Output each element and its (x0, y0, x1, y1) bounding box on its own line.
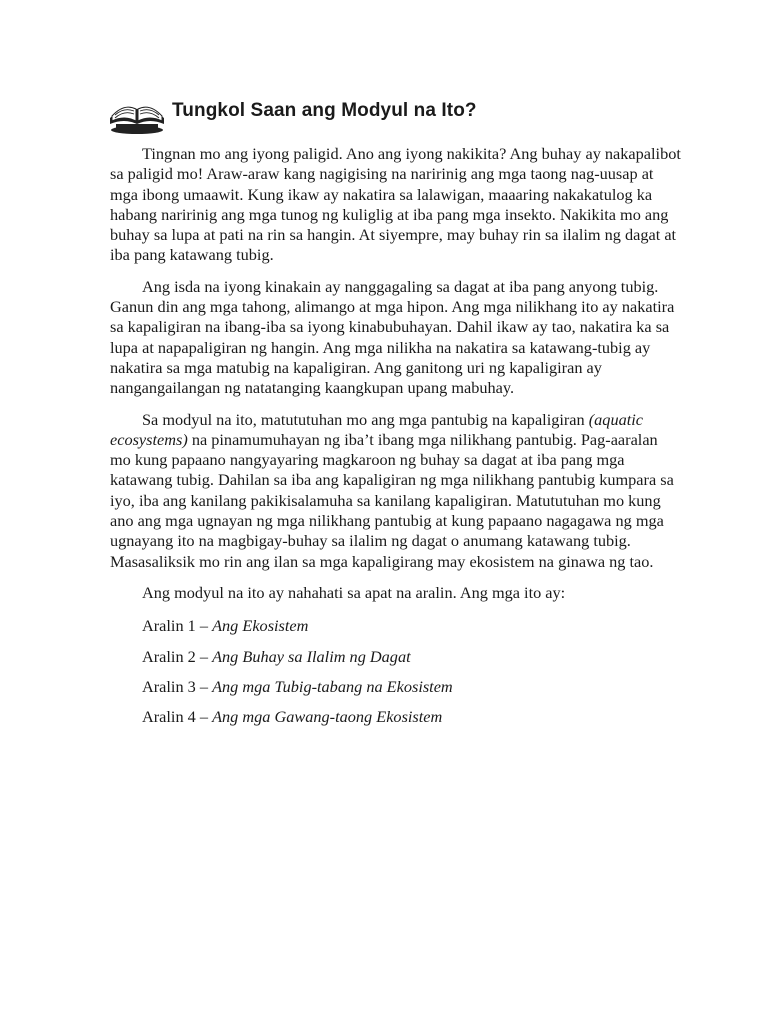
lesson-label: Aralin 4 – (142, 707, 209, 727)
lesson-item (142, 647, 682, 667)
section-heading (106, 94, 477, 136)
paragraph-3-end: na pinamumuhayan ng iba’t ibang mga nilikhang pantubig. Pag-aaralan mo kung papaano nangyayaring magkaroon ng buhay sa dagat at iba pang mga katawang tubig. Dahilan sa iba ang kapaligiran ng mga nilikhang pantubig kumpara sa iyo, iba ang kanilang pakikisalamuha sa kanilang kapaligiran. Matututuhan mo kung ano ang mga ugnayan ng mga nilikhang pantubig at kung papaano nagagawa ng mga ugnayang ito na magbigay-buhay sa ilalim ng dagat o anumang katawang tubig. Masasaliksik mo rin ang ilan sa mga kapaligirang may ekosistem na ginawa ng tao. (110, 429, 674, 571)
lesson-item (142, 707, 682, 727)
lesson-title: Ang Buhay sa Ilalim ng Dagat (212, 646, 411, 666)
lessons-intro: Ang modyul na ito ay nahahati sa apat na aralin. Ang mga ito ay: (142, 582, 566, 602)
lesson-item (142, 677, 682, 697)
lesson-title: Ang mga Tubig-tabang na Ekosistem (212, 676, 453, 696)
lesson-title: Ang mga Gawang-taong Ekosistem (212, 707, 443, 727)
lesson-item (142, 616, 682, 636)
lesson-label: Aralin 2 – (142, 646, 209, 666)
open-book-icon (106, 94, 168, 136)
paragraph-2: Ang isda na iyong kinakain ay nanggagaling sa dagat at iba pang anyong tubig. Ganun din ang mga tahong, alimango at mga hipon. Ang mga nilikhang ito ay nakatira sa kapaligiran na ibang-iba sa iyong kinabubuhayan. Dahil ikaw ay tao, nakatira ka sa lupa at napapaligiran ng hangin. Ang mga nilikha na nakatira sa katawang-tubig ay nakatira sa mga matubig na kapaligiran. Ang ganitong uri ng kapaligiran ay nangangailangan ng natatanging kaangkupan upang mabuhay. (110, 276, 675, 398)
lesson-title: Ang Ekosistem (212, 616, 309, 636)
paragraph-3-start: Sa modyul na ito, matututuhan mo ang mga pantubig na kapaligiran (142, 409, 589, 429)
lesson-label: Aralin 3 – (142, 676, 209, 696)
aquatic-ecosystems-term: (aquatic ecosystems) (110, 409, 644, 449)
lesson-label: Aralin 1 – (142, 616, 209, 636)
page-title: Tungkol Saan ang Modyul na Ito? (172, 100, 477, 121)
paragraph-1: Tingnan mo ang iyong paligid. Ano ang iyong nakikita? Ang buhay ay nakapalibot sa paligid mo! Araw-araw kang nagigising na naririnig ang mga taong nag-uusap at mga ibong umaawit. Kung ikaw ay nakatira sa lalawigan, maaaring nakakatulog ka habang naririnig ang mga tunog ng kuliglig at iba pang mga insekto. Nakikita mo ang buhay sa lupa at pati na rin sa hangin. At siyempre, may buhay rin sa ilalim ng dagat at iba pang katawang tubig. (110, 144, 681, 265)
body-text (110, 144, 682, 737)
paragraph-3 (110, 410, 682, 572)
